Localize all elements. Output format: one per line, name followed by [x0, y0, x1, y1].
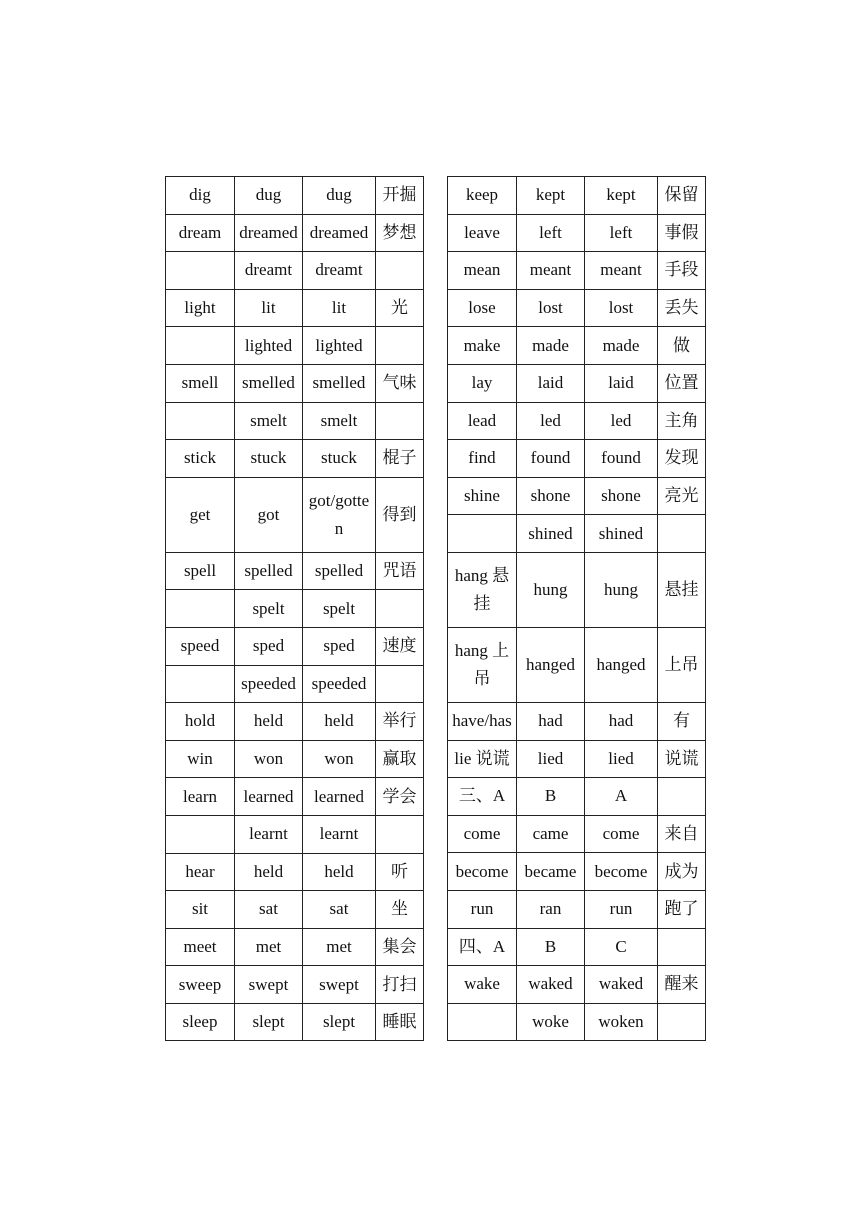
table-row	[166, 327, 424, 365]
past-tense: dug	[235, 177, 303, 215]
table-row	[166, 966, 424, 1004]
chinese-meaning: 听	[376, 853, 424, 891]
past-participle: hanged	[585, 627, 658, 702]
past-participle: run	[585, 890, 658, 928]
base-form	[448, 515, 517, 553]
past-tense: made	[517, 327, 585, 365]
base-form: wake	[448, 966, 517, 1004]
base-form: become	[448, 853, 517, 891]
table-row	[166, 665, 424, 703]
table-row	[166, 815, 424, 853]
past-participle: got/gotten	[303, 477, 376, 552]
table-row	[448, 815, 706, 853]
past-tense: came	[517, 815, 585, 853]
chinese-meaning: 手段	[658, 252, 706, 290]
chinese-meaning: 说谎	[658, 740, 706, 778]
chinese-meaning: 速度	[376, 627, 424, 665]
past-participle: waked	[585, 966, 658, 1004]
base-form: sweep	[166, 966, 235, 1004]
base-form: hold	[166, 703, 235, 741]
base-form	[166, 402, 235, 440]
chinese-meaning: 做	[658, 327, 706, 365]
base-form: lead	[448, 402, 517, 440]
past-participle: stuck	[303, 440, 376, 478]
table-row	[448, 890, 706, 928]
chinese-meaning: 亮光	[658, 477, 706, 515]
chinese-meaning: 主角	[658, 402, 706, 440]
chinese-meaning: 事假	[658, 214, 706, 252]
table-row	[166, 627, 424, 665]
past-tense: became	[517, 853, 585, 891]
table-row	[166, 740, 424, 778]
chinese-meaning: 咒语	[376, 552, 424, 590]
base-form: 三、A	[448, 778, 517, 816]
chinese-meaning	[376, 665, 424, 703]
chinese-meaning: 悬挂	[658, 552, 706, 627]
past-tense: kept	[517, 177, 585, 215]
past-tense: shined	[517, 515, 585, 553]
past-tense: B	[517, 928, 585, 966]
past-tense: lighted	[235, 327, 303, 365]
past-participle: slept	[303, 1003, 376, 1041]
past-tense: smelt	[235, 402, 303, 440]
table-row	[448, 402, 706, 440]
chinese-meaning: 有	[658, 702, 706, 740]
chinese-meaning: 保留	[658, 177, 706, 215]
table-row	[448, 440, 706, 478]
table-row	[166, 590, 424, 628]
past-participle: woken	[585, 1003, 658, 1041]
past-participle: smelled	[303, 364, 376, 402]
past-tense: won	[235, 740, 303, 778]
base-form: speed	[166, 627, 235, 665]
base-form: find	[448, 440, 517, 478]
chinese-meaning: 举行	[376, 703, 424, 741]
past-tense: got	[235, 477, 303, 552]
table-row	[166, 703, 424, 741]
base-form	[166, 665, 235, 703]
past-tense: slept	[235, 1003, 303, 1041]
past-tense: left	[517, 214, 585, 252]
base-form: dream	[166, 214, 235, 252]
base-form: leave	[448, 214, 517, 252]
table-row	[166, 289, 424, 327]
table-row	[166, 402, 424, 440]
base-form: win	[166, 740, 235, 778]
table-row	[448, 778, 706, 816]
base-form: hang 悬挂	[448, 552, 517, 627]
chinese-meaning: 棍子	[376, 440, 424, 478]
table-row	[448, 364, 706, 402]
past-participle: led	[585, 402, 658, 440]
chinese-meaning: 来自	[658, 815, 706, 853]
chinese-meaning: 学会	[376, 778, 424, 816]
chinese-meaning: 赢取	[376, 740, 424, 778]
past-participle: lost	[585, 289, 658, 327]
table-row	[166, 252, 424, 290]
past-participle: speeded	[303, 665, 376, 703]
past-participle: lit	[303, 289, 376, 327]
chinese-meaning	[658, 1003, 706, 1041]
past-participle: held	[303, 853, 376, 891]
base-form: keep	[448, 177, 517, 215]
table-row	[448, 515, 706, 553]
base-form: spell	[166, 552, 235, 590]
past-participle: swept	[303, 966, 376, 1004]
table-row	[166, 214, 424, 252]
base-form: lie 说谎	[448, 740, 517, 778]
chinese-meaning	[658, 515, 706, 553]
past-participle: met	[303, 928, 376, 966]
chinese-meaning	[376, 327, 424, 365]
table-row	[166, 440, 424, 478]
past-participle: left	[585, 214, 658, 252]
past-tense: woke	[517, 1003, 585, 1041]
chinese-meaning: 梦想	[376, 214, 424, 252]
past-participle: kept	[585, 177, 658, 215]
table-row	[166, 891, 424, 929]
past-tense: dreamed	[235, 214, 303, 252]
table-row	[166, 778, 424, 816]
past-participle: found	[585, 440, 658, 478]
past-tense: dreamt	[235, 252, 303, 290]
past-tense: sat	[235, 891, 303, 929]
chinese-meaning: 开掘	[376, 177, 424, 215]
past-participle: spelled	[303, 552, 376, 590]
verb-table-right	[447, 176, 706, 1041]
table-row	[448, 214, 706, 252]
past-participle: lied	[585, 740, 658, 778]
past-participle: dreamed	[303, 214, 376, 252]
table-row	[166, 552, 424, 590]
base-form	[448, 1003, 517, 1041]
base-form: hear	[166, 853, 235, 891]
base-form: lay	[448, 364, 517, 402]
past-participle: dug	[303, 177, 376, 215]
table-row	[166, 1003, 424, 1041]
past-participle: lighted	[303, 327, 376, 365]
past-participle: learned	[303, 778, 376, 816]
chinese-meaning	[376, 590, 424, 628]
past-tense: lost	[517, 289, 585, 327]
chinese-meaning: 坐	[376, 891, 424, 929]
past-tense: ran	[517, 890, 585, 928]
chinese-meaning: 发现	[658, 440, 706, 478]
base-form	[166, 590, 235, 628]
table-row	[448, 928, 706, 966]
table-row	[448, 289, 706, 327]
past-participle: C	[585, 928, 658, 966]
table-row	[166, 928, 424, 966]
past-tense: waked	[517, 966, 585, 1004]
chinese-meaning	[376, 252, 424, 290]
past-tense: shone	[517, 477, 585, 515]
past-participle: dreamt	[303, 252, 376, 290]
base-form: light	[166, 289, 235, 327]
past-participle: had	[585, 702, 658, 740]
base-form: dig	[166, 177, 235, 215]
base-form: make	[448, 327, 517, 365]
chinese-meaning: 醒来	[658, 966, 706, 1004]
past-participle: shone	[585, 477, 658, 515]
base-form: meet	[166, 928, 235, 966]
past-participle: A	[585, 778, 658, 816]
past-tense: spelled	[235, 552, 303, 590]
past-tense: found	[517, 440, 585, 478]
past-tense: met	[235, 928, 303, 966]
table-row	[448, 702, 706, 740]
base-form: hang 上吊	[448, 627, 517, 702]
past-participle: laid	[585, 364, 658, 402]
past-tense: held	[235, 853, 303, 891]
base-form: sit	[166, 891, 235, 929]
chinese-meaning	[376, 402, 424, 440]
past-tense: swept	[235, 966, 303, 1004]
table-row	[166, 177, 424, 215]
chinese-meaning: 丢失	[658, 289, 706, 327]
past-participle: sat	[303, 891, 376, 929]
past-tense: spelt	[235, 590, 303, 628]
base-form: stick	[166, 440, 235, 478]
past-participle: held	[303, 703, 376, 741]
table-row	[448, 327, 706, 365]
past-tense: B	[517, 778, 585, 816]
past-participle: made	[585, 327, 658, 365]
base-form: smell	[166, 364, 235, 402]
table-row	[448, 627, 706, 702]
base-form: 四、A	[448, 928, 517, 966]
past-tense: lied	[517, 740, 585, 778]
table-row	[166, 477, 424, 552]
table-row	[448, 552, 706, 627]
past-participle: hung	[585, 552, 658, 627]
chinese-meaning: 位置	[658, 364, 706, 402]
past-tense: hanged	[517, 627, 585, 702]
chinese-meaning: 气味	[376, 364, 424, 402]
base-form: mean	[448, 252, 517, 290]
past-tense: smelled	[235, 364, 303, 402]
past-tense: meant	[517, 252, 585, 290]
chinese-meaning: 光	[376, 289, 424, 327]
past-participle: become	[585, 853, 658, 891]
table-row	[448, 1003, 706, 1041]
past-tense: held	[235, 703, 303, 741]
past-tense: lit	[235, 289, 303, 327]
past-tense: stuck	[235, 440, 303, 478]
past-tense: laid	[517, 364, 585, 402]
chinese-meaning: 得到	[376, 477, 424, 552]
past-participle: learnt	[303, 815, 376, 853]
chinese-meaning: 成为	[658, 853, 706, 891]
past-participle: come	[585, 815, 658, 853]
table-row	[166, 853, 424, 891]
chinese-meaning	[376, 815, 424, 853]
past-participle: smelt	[303, 402, 376, 440]
past-tense: speeded	[235, 665, 303, 703]
chinese-meaning	[658, 928, 706, 966]
base-form: have/has	[448, 702, 517, 740]
chinese-meaning: 集会	[376, 928, 424, 966]
past-tense: led	[517, 402, 585, 440]
past-participle: shined	[585, 515, 658, 553]
past-participle: won	[303, 740, 376, 778]
table-row	[448, 966, 706, 1004]
past-tense: hung	[517, 552, 585, 627]
chinese-meaning: 跑了	[658, 890, 706, 928]
base-form	[166, 252, 235, 290]
base-form	[166, 815, 235, 853]
past-tense: learnt	[235, 815, 303, 853]
base-form: come	[448, 815, 517, 853]
base-form	[166, 327, 235, 365]
past-participle: meant	[585, 252, 658, 290]
past-tense: sped	[235, 627, 303, 665]
table-row	[448, 252, 706, 290]
base-form: learn	[166, 778, 235, 816]
table-row	[166, 364, 424, 402]
base-form: shine	[448, 477, 517, 515]
base-form: get	[166, 477, 235, 552]
base-form: sleep	[166, 1003, 235, 1041]
past-tense: learned	[235, 778, 303, 816]
table-row	[448, 477, 706, 515]
chinese-meaning: 睡眠	[376, 1003, 424, 1041]
past-participle: sped	[303, 627, 376, 665]
base-form: run	[448, 890, 517, 928]
table-row	[448, 740, 706, 778]
chinese-meaning	[658, 778, 706, 816]
table-row	[448, 177, 706, 215]
chinese-meaning: 打扫	[376, 966, 424, 1004]
table-row	[448, 853, 706, 891]
chinese-meaning: 上吊	[658, 627, 706, 702]
verb-table-left	[165, 176, 424, 1041]
past-tense: had	[517, 702, 585, 740]
past-participle: spelt	[303, 590, 376, 628]
base-form: lose	[448, 289, 517, 327]
